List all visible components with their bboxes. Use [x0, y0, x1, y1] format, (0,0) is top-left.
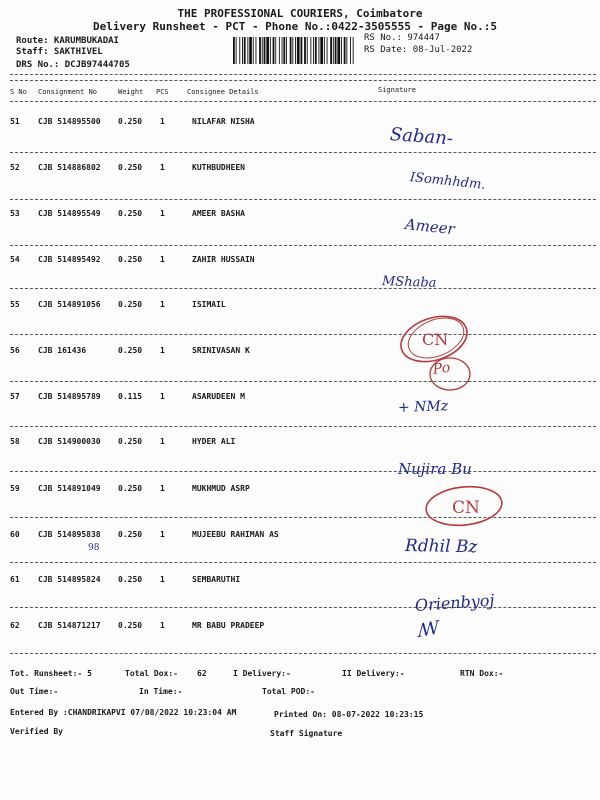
- row-weight: 0.250: [118, 346, 143, 355]
- col-consignment: Consignment No: [38, 88, 98, 96]
- divider: [10, 426, 596, 427]
- divider: [10, 288, 596, 289]
- signature-52: ISomhhdm.: [409, 170, 487, 193]
- company-title: THE PROFESSIONAL COURIERS, Coimbatore: [177, 7, 423, 20]
- table-row: [0, 209, 600, 255]
- signature-61: Orienbyoj: [414, 590, 496, 615]
- row-consignment: CJB 161436: [38, 346, 87, 355]
- divider: [10, 80, 596, 81]
- row-consignment: CJB 514895789: [38, 392, 101, 401]
- row-sno: 58: [10, 437, 20, 446]
- col-signature: Signature: [378, 86, 416, 94]
- divider: [10, 607, 596, 608]
- row-weight: 0.250: [118, 300, 143, 309]
- row-pcs: 1: [160, 621, 165, 630]
- in-time: In Time:-: [139, 687, 183, 696]
- row-sno: 59: [10, 484, 20, 493]
- signature-56: Po: [431, 359, 452, 378]
- row-sno: 60: [10, 530, 20, 539]
- divider: [10, 74, 596, 75]
- divider: [10, 334, 596, 335]
- printed-on: Printed On: 08-07-2022 10:23:15: [274, 710, 424, 719]
- row-pcs: 1: [160, 484, 165, 493]
- row-pcs: 1: [160, 163, 165, 172]
- divider: [10, 381, 596, 382]
- row-weight: 0.250: [118, 575, 143, 584]
- table-row: [0, 300, 600, 346]
- row-weight: 0.250: [118, 117, 143, 126]
- row-consignment: CJB 514895500: [38, 117, 101, 126]
- row-consignment: CJB 514891049: [38, 484, 101, 493]
- total-dox-label: Total Dox:-: [125, 669, 178, 678]
- drs-number: DRS No.: DCJB97444705: [16, 60, 130, 70]
- staff-signature: Staff Signature: [270, 729, 343, 738]
- table-row: [0, 392, 600, 438]
- row-sno: 56: [10, 346, 20, 355]
- row-consignee: AMEER BASHA: [192, 209, 245, 218]
- staff-label: Staff: SAKTHIVEL: [16, 47, 103, 57]
- row-consignment: CJB 514895824: [38, 575, 101, 584]
- signature-53: Ameer: [404, 215, 456, 239]
- divider: [10, 101, 596, 102]
- row-consignee: SEMBARUTHI: [192, 575, 241, 584]
- row-sno: 62: [10, 621, 20, 630]
- row-sno: 52: [10, 163, 20, 172]
- row-consignment: CJB 514895549: [38, 209, 101, 218]
- signature-54: MShaba: [381, 274, 437, 291]
- row-weight: 0.250: [118, 530, 143, 539]
- row-pcs: 1: [160, 437, 165, 446]
- col-sno: S No: [10, 88, 27, 96]
- rs-date: RS Date: 08-Jul-2022: [364, 45, 473, 55]
- row-sno: 54: [10, 255, 20, 264]
- divider: [10, 199, 596, 200]
- divider: [10, 653, 596, 654]
- stamp-text: CN: [452, 498, 480, 518]
- i-delivery: I Delivery:-: [233, 669, 291, 678]
- row-consignee: ZAHIR HUSSAIN: [192, 255, 255, 264]
- tot-runsheet: Tot. Runsheet:- 5: [10, 669, 92, 678]
- row-consignee: HYDER ALI: [192, 437, 236, 446]
- stamp-mark: [420, 482, 506, 530]
- row-consignee: KUTHBUDHEEN: [192, 163, 245, 172]
- row-consignment: CJB 514886802: [38, 163, 101, 172]
- row-consignee: SRINIVASAN K: [192, 346, 250, 355]
- table-row: [0, 621, 600, 667]
- row-consignee: MUKHMUD ASRP: [192, 484, 250, 493]
- rs-number: RS No.: 974447: [364, 33, 440, 43]
- rtn-dox: RTN Dox:-: [460, 669, 504, 678]
- col-consignee: Consignee Details: [187, 88, 259, 96]
- entered-by: Entered By :CHANDRIKAPVI 07/08/2022 10:23:04 AM: [10, 708, 237, 717]
- row-weight: 0.250: [118, 255, 143, 264]
- signature-57: + NMz: [397, 398, 449, 416]
- handwritten-note: 98: [88, 543, 100, 553]
- row-weight: 0.250: [118, 163, 143, 172]
- table-row: [0, 530, 600, 576]
- row-weight: 0.250: [118, 437, 143, 446]
- row-sno: 55: [10, 300, 20, 309]
- col-pcs: PCS: [156, 88, 169, 96]
- table-row: [0, 484, 600, 530]
- row-weight: 0.250: [118, 209, 143, 218]
- runsheet-title: Delivery Runsheet - PCT - Phone No.:0422-3505555 - Page No.:5: [93, 20, 497, 33]
- row-consignment: CJB 514871217: [38, 621, 101, 630]
- total-dox-value: 62: [197, 669, 207, 678]
- table-row: [0, 117, 600, 163]
- row-pcs: 1: [160, 530, 165, 539]
- divider: [10, 471, 596, 472]
- table-row: [0, 437, 600, 483]
- row-pcs: 1: [160, 209, 165, 218]
- row-pcs: 1: [160, 300, 165, 309]
- route-label: Route: KARUMBUKADAI: [16, 36, 119, 46]
- row-sno: 53: [10, 209, 20, 218]
- row-sno: 57: [10, 392, 20, 401]
- row-pcs: 1: [160, 575, 165, 584]
- row-weight: 0.250: [118, 621, 143, 630]
- row-consignee: MUJEEBU RAHIMAN AS: [192, 530, 279, 539]
- row-weight: 0.250: [118, 484, 143, 493]
- divider: [10, 245, 596, 246]
- out-time: Out Time:-: [10, 687, 59, 696]
- barcode: [232, 37, 354, 64]
- row-weight: 0.115: [118, 392, 143, 401]
- row-consignee: ISIMAIL: [192, 300, 226, 309]
- divider: [10, 562, 596, 563]
- table-row: [0, 346, 600, 392]
- signature-51: Saban-: [389, 124, 454, 150]
- row-sno: 61: [10, 575, 20, 584]
- table-row: [0, 575, 600, 621]
- row-pcs: 1: [160, 346, 165, 355]
- row-consignment: CJB 514895838: [38, 530, 101, 539]
- ii-delivery: II Delivery:-: [342, 669, 405, 678]
- row-pcs: 1: [160, 255, 165, 264]
- signature-60: Rdhil Bz: [404, 536, 478, 558]
- total-pod: Total POD:-: [262, 687, 315, 696]
- row-consignee: MR BABU PRADEEP: [192, 621, 265, 630]
- row-pcs: 1: [160, 392, 165, 401]
- signature-58: Nujira Bu: [398, 460, 472, 478]
- row-consignment: CJB 514900030: [38, 437, 101, 446]
- row-pcs: 1: [160, 117, 165, 126]
- table-row: [0, 163, 600, 209]
- row-consignment: CJB 514891056: [38, 300, 101, 309]
- stamp-text: CN: [422, 330, 449, 349]
- row-sno: 51: [10, 117, 20, 126]
- col-weight: Weight: [118, 88, 144, 96]
- row-consignee: ASARUDEEN M: [192, 392, 245, 401]
- verified-by: Verified By: [10, 727, 63, 736]
- row-consignment: CJB 514895492: [38, 255, 101, 264]
- divider: [10, 517, 596, 518]
- signature-62: ꟿ: [416, 617, 442, 642]
- divider: [10, 152, 596, 153]
- table-row: [0, 255, 600, 301]
- row-consignee: NILAFAR NISHA: [192, 117, 255, 126]
- stamp-mark: [426, 354, 474, 394]
